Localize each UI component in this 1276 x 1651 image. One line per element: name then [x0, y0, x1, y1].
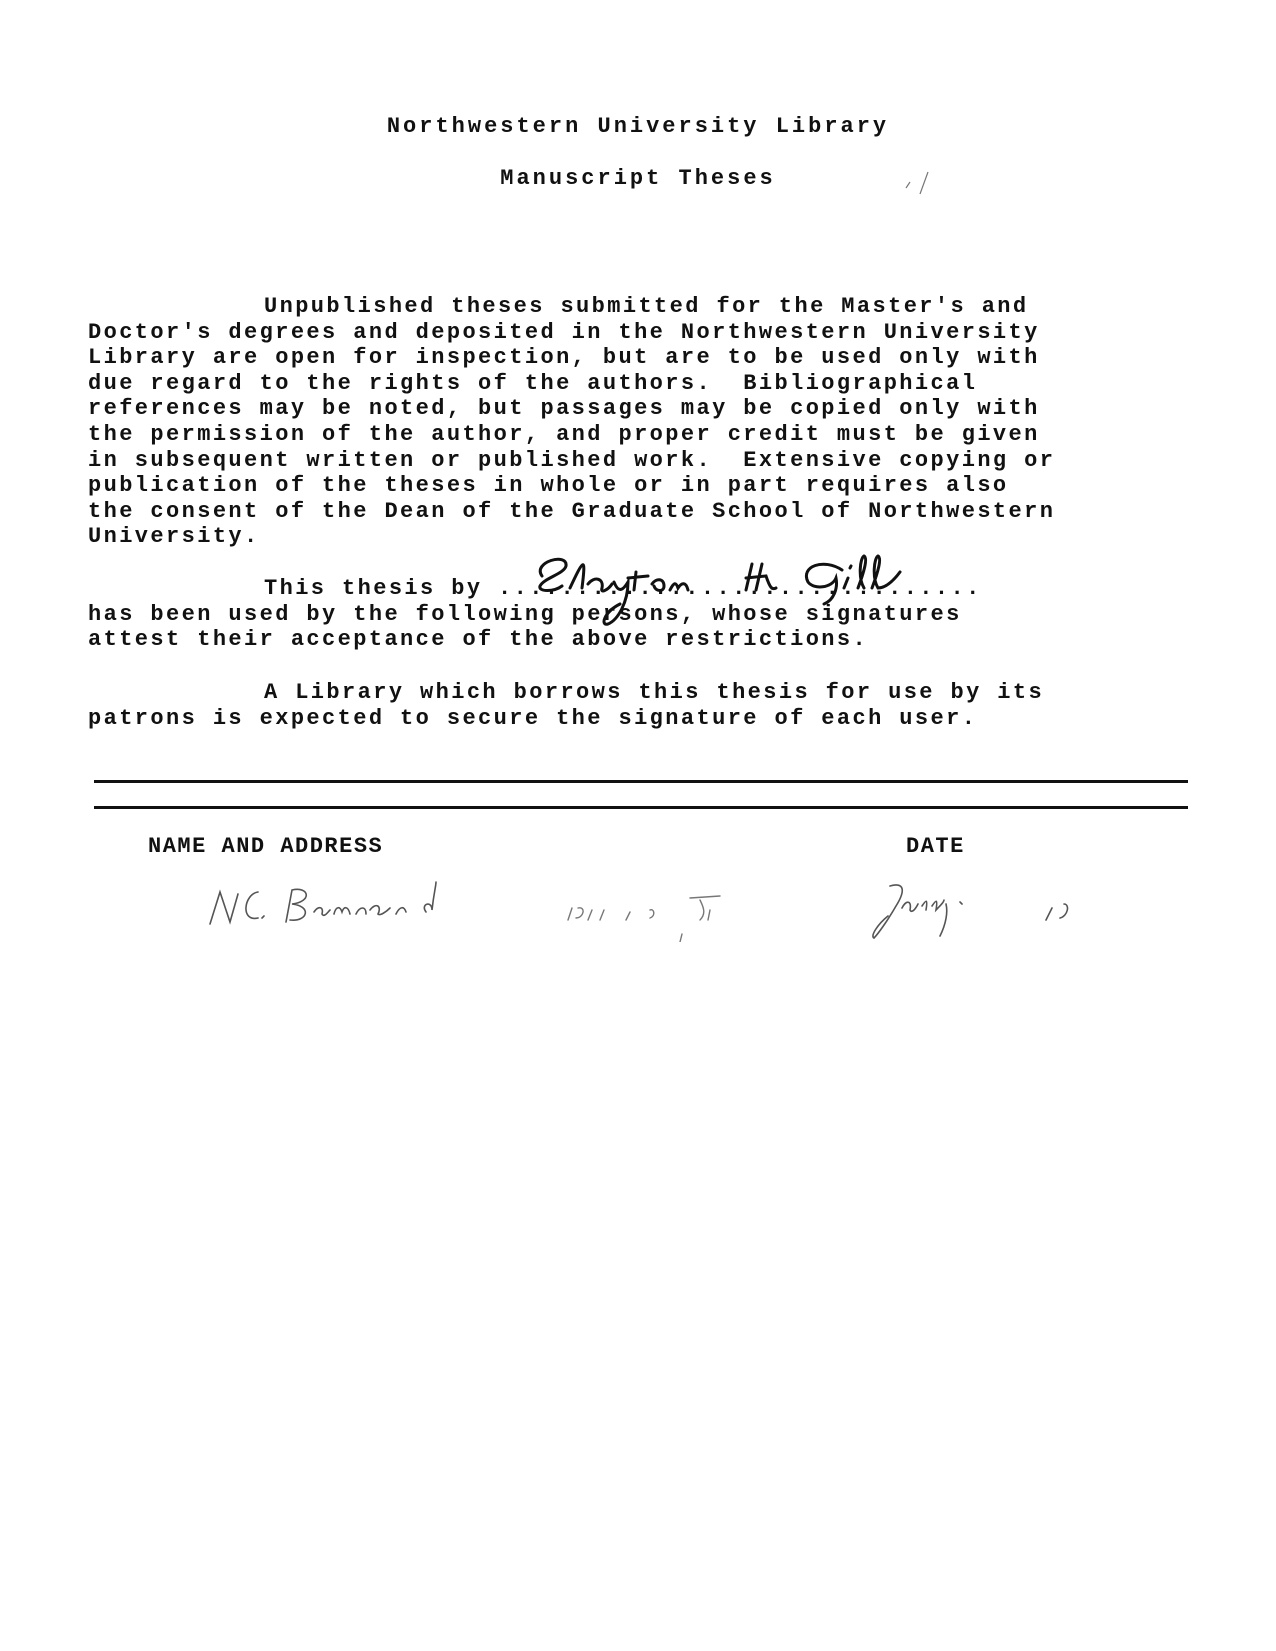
- notice-line: University.: [88, 524, 260, 550]
- notice-line: references may be noted, but passages may be copied only with: [88, 396, 1040, 422]
- page-subtitle: Manuscript Theses: [500, 166, 776, 191]
- notice-line: publication of the theses in whole or in part requires also: [88, 473, 1009, 499]
- notice-line: the permission of the author, and proper credit must be given: [88, 421, 1040, 447]
- notice-line: the consent of the Dean of the Graduate School of Northwestern: [88, 498, 1056, 524]
- author-signature: [524, 548, 1024, 630]
- notice-line: Doctor's degrees and deposited in the Northwestern University: [88, 319, 1040, 345]
- borrowing-line: patrons is expected to secure the signature of each user.: [88, 705, 978, 731]
- usage-line: has been used by the following persons, whose signatures: [88, 601, 962, 627]
- user-signature-date: [860, 872, 1130, 942]
- divider: [94, 780, 1188, 783]
- date-header: DATE: [906, 834, 965, 859]
- user-signature-address: [560, 872, 800, 942]
- user-signature-name: [200, 872, 500, 942]
- notice-line: due regard to the rights of the authors. Bibliographical: [88, 370, 978, 396]
- borrowing-line: A Library which borrows this thesis for use by its: [264, 680, 1045, 705]
- notice-line: in subsequent written or published work. Extensive copying or: [88, 447, 1056, 473]
- name-address-header: NAME AND ADDRESS: [148, 834, 384, 859]
- divider: [94, 806, 1188, 809]
- usage-line: attest their acceptance of the above restrictions.: [88, 627, 869, 653]
- restrictions-notice: [88, 294, 1198, 550]
- notice-line: Library are open for inspection, but are to be used only with: [88, 345, 1040, 371]
- notice-line: Unpublished theses submitted for the Master's and: [264, 294, 1029, 319]
- pencil-mark-icon: [902, 166, 938, 198]
- page-title: Northwestern University Library: [386, 114, 890, 139]
- thesis-by-line: This thesis by ...............................: [264, 576, 982, 601]
- borrowing-statement: [88, 680, 1198, 731]
